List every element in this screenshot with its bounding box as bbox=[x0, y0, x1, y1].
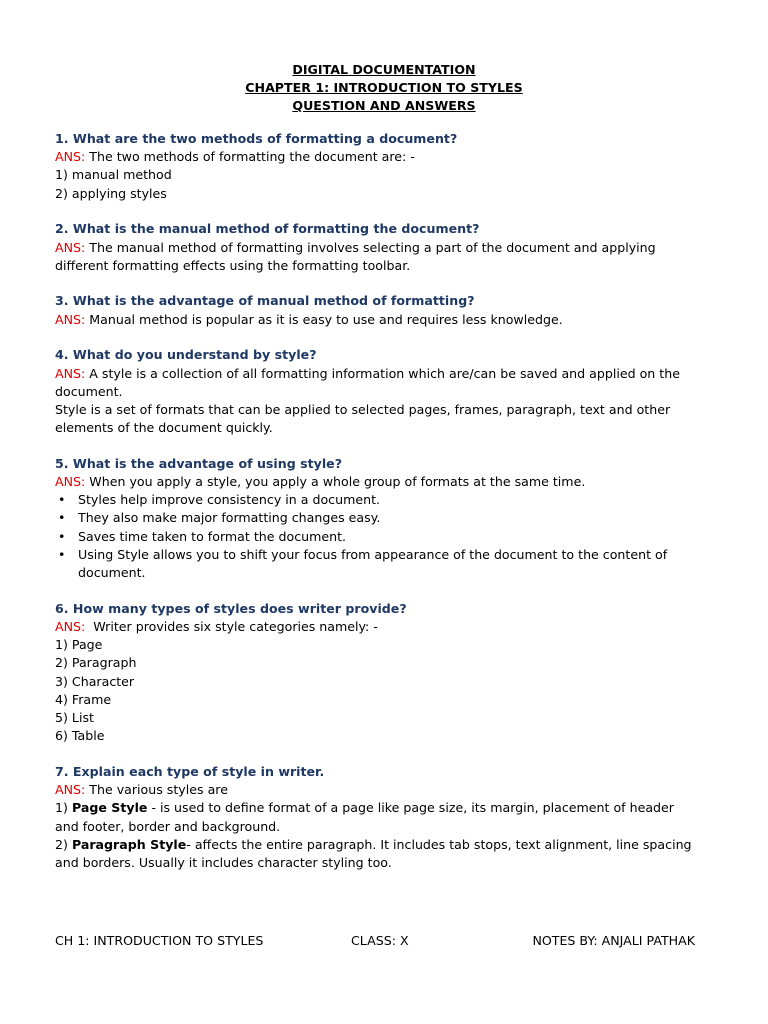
question-2: 2. What is the manual method of formatting the document? bbox=[55, 221, 480, 237]
answer-5-text: When you apply a style, you apply a whole group of formats at the same time. bbox=[85, 474, 586, 490]
qa-item-5 bbox=[55, 455, 695, 582]
page-style-number: 1) bbox=[55, 800, 72, 816]
bullet-icon: • bbox=[58, 492, 66, 508]
answer-4 bbox=[55, 365, 695, 401]
answer-4-extra: Style is a set of formats that can be applied to selected pages, frames, paragraph, text and other elements of the document quickly. bbox=[55, 401, 671, 436]
question-4: 4. What do you understand by style? bbox=[55, 347, 317, 363]
answer-1-text: The two methods of formatting the document are: - bbox=[85, 149, 415, 165]
paragraph-style-number: 2) bbox=[55, 836, 72, 852]
bullet-icon: • bbox=[58, 528, 66, 544]
answer-1-line-2: 2) applying styles bbox=[55, 185, 167, 201]
style-category-page: 1) Page bbox=[55, 637, 103, 653]
qa-item-4 bbox=[55, 346, 695, 437]
answer-3 bbox=[55, 311, 695, 329]
bullet-item bbox=[55, 546, 695, 582]
advantage-bullet-list bbox=[55, 491, 695, 582]
paragraph-style-item bbox=[55, 836, 695, 872]
bullet-text: Styles help improve consistency in a document. bbox=[78, 492, 381, 508]
style-category-character: 3) Character bbox=[55, 673, 135, 689]
ans-label: ANS: bbox=[55, 782, 86, 798]
question-1: 1. What are the two methods of formatting a document? bbox=[55, 131, 458, 146]
style-category-table: 6) Table bbox=[55, 728, 105, 744]
ans-label: ANS: bbox=[55, 474, 86, 490]
paragraph-style-desc: - affects the entire paragraph. It includes tab stops, text alignment, line spacing and borders. Usually it includes character styling too. bbox=[55, 836, 692, 870]
answer-1 bbox=[55, 148, 695, 166]
page-style-term: Page Style bbox=[71, 800, 148, 816]
ans-label: ANS: bbox=[55, 618, 86, 634]
document-footer bbox=[55, 932, 695, 950]
header-title: DIGITAL DOCUMENTATION bbox=[292, 62, 476, 77]
qa-item-6 bbox=[55, 600, 695, 746]
qa-item-7 bbox=[55, 763, 695, 872]
bullet-text: Using Style allows you to shift your focus from appearance of the document to the content of document. bbox=[78, 546, 668, 581]
answer-5 bbox=[55, 473, 695, 491]
style-category-frame: 4) Frame bbox=[55, 691, 112, 707]
answer-2-text: The manual method of formatting involves selecting a part of the document and applying different formatting effects using the formatting toolbar. bbox=[55, 239, 656, 273]
qa-item-1 bbox=[55, 130, 695, 203]
qa-item-3 bbox=[55, 292, 695, 328]
footer-chapter: CH 1: INTRODUCTION TO STYLES bbox=[55, 933, 264, 948]
bullet-text: Saves time taken to format the document. bbox=[78, 528, 347, 544]
question-6: 6. How many types of styles does writer provide? bbox=[55, 600, 407, 616]
bullet-icon: • bbox=[58, 510, 66, 526]
answer-6-text: Writer provides six style categories namely: - bbox=[85, 618, 378, 634]
qa-content bbox=[55, 130, 695, 890]
answer-7-text: The various styles are bbox=[85, 782, 228, 798]
question-5: 5. What is the advantage of using style? bbox=[55, 455, 342, 471]
answer-3-text: Manual method is popular as it is easy to use and requires less knowledge. bbox=[85, 311, 563, 327]
header-subtitle: QUESTION AND ANSWERS bbox=[292, 98, 476, 113]
question-7: 7. Explain each type of style in writer. bbox=[55, 763, 325, 779]
document-header bbox=[0, 61, 768, 115]
page-style-desc: - is used to define format of a page like page size, its margin, placement of header and footer, border and background. bbox=[55, 800, 674, 834]
header-chapter: CHAPTER 1: INTRODUCTION TO STYLES bbox=[245, 80, 523, 95]
footer-class: CLASS: X bbox=[351, 933, 409, 948]
question-3: 3. What is the advantage of manual method of formatting? bbox=[55, 293, 475, 309]
bullet-item bbox=[55, 528, 695, 546]
answer-7 bbox=[55, 781, 695, 799]
footer-author: NOTES BY: ANJALI PATHAK bbox=[532, 933, 695, 948]
ans-label: ANS: bbox=[55, 239, 86, 255]
bullet-item bbox=[55, 509, 695, 527]
style-category-paragraph: 2) Paragraph bbox=[55, 655, 137, 671]
paragraph-style-term: Paragraph Style bbox=[71, 836, 187, 852]
answer-6 bbox=[55, 618, 695, 636]
answer-2 bbox=[55, 239, 695, 275]
ans-label: ANS: bbox=[55, 311, 86, 327]
page-style-item bbox=[55, 799, 695, 835]
ans-label: ANS: bbox=[55, 149, 86, 165]
ans-label: ANS: bbox=[55, 365, 86, 381]
answer-4-text: A style is a collection of all formatting information which are/can be saved and applied on the document. bbox=[55, 365, 680, 399]
bullet-icon: • bbox=[58, 546, 66, 562]
bullet-text: They also make major formatting changes easy. bbox=[78, 510, 381, 526]
style-category-list: 5) List bbox=[55, 709, 94, 725]
bullet-item bbox=[55, 491, 695, 509]
answer-1-line-1: 1) manual method bbox=[55, 167, 172, 183]
qa-item-2 bbox=[55, 220, 695, 275]
